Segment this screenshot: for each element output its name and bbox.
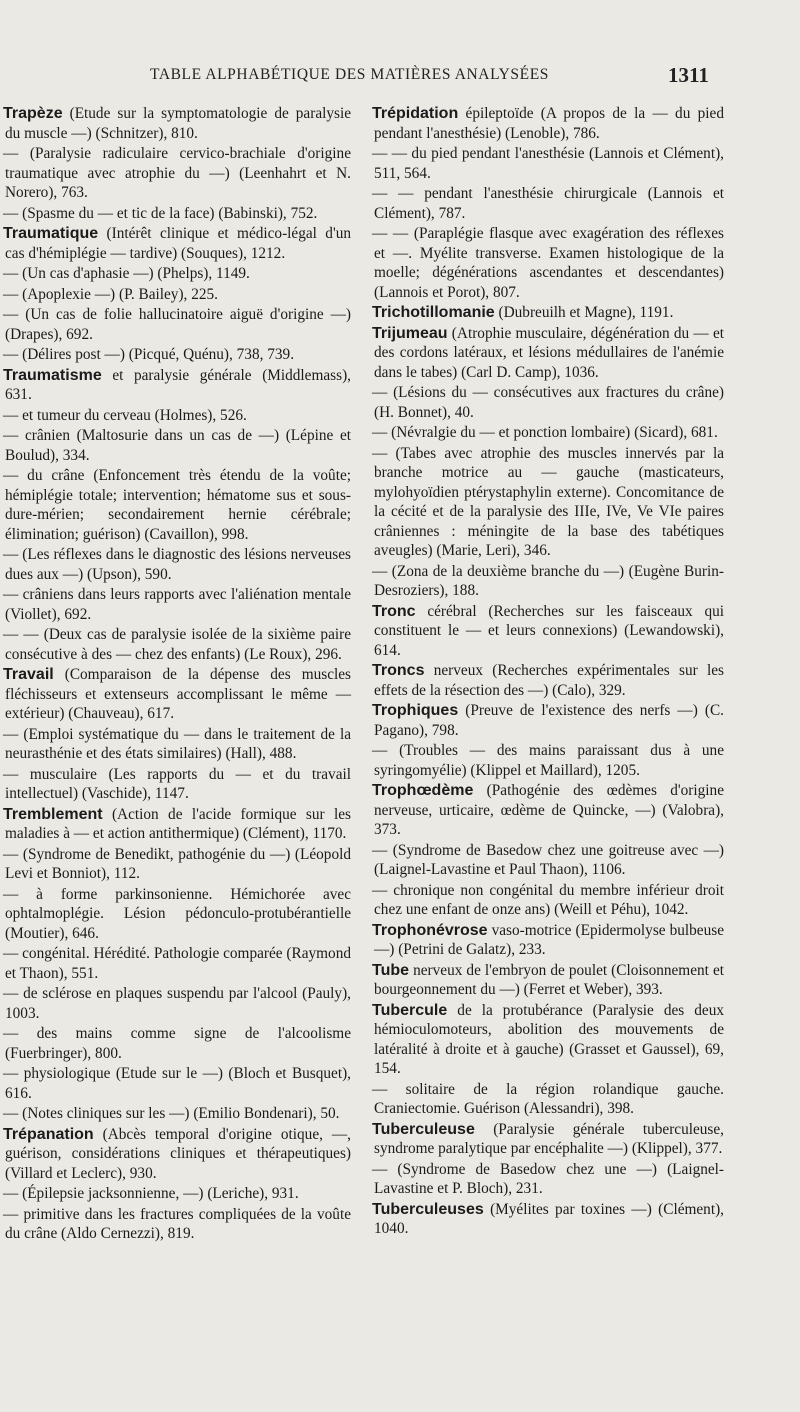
index-entry <box>5 625 351 664</box>
index-entry <box>374 562 724 601</box>
entry-text: — physiologique (Etude sur le —) (Bloch et Busquet), 616. <box>3 1065 351 1102</box>
index-entry <box>5 204 351 224</box>
index-entry <box>374 184 724 223</box>
entry-text: — (Les réflexes dans le diagnostic des lésions nerveuses dues aux —) (Upson), 590. <box>3 546 351 583</box>
index-entry <box>374 781 724 840</box>
entry-text: — (Apoplexie —) (P. Bailey), 225. <box>3 285 218 303</box>
index-entry <box>5 765 351 804</box>
entry-text: — primitive dans les fractures compliquées de la voûte du crâne (Aldo Cernezzi), 819. <box>3 1205 351 1242</box>
entry-text: — (Un cas de folie hallucinatoire aiguë d'origine —) (Drapes), 692. <box>3 306 351 343</box>
index-entry <box>5 1205 351 1244</box>
index-entry <box>374 224 724 302</box>
entry-headword: Tuberculeuse <box>372 1120 475 1138</box>
index-entry <box>5 725 351 764</box>
index-entry <box>374 423 724 443</box>
entry-headword: Trophonévrose <box>372 921 488 939</box>
index-entry <box>5 984 351 1023</box>
entry-headword: Tremblement <box>3 805 103 823</box>
entry-text: — solitaire de la région rolandique gauche. Craniectomie. Guérison (Alessandri), 398. <box>372 1080 724 1117</box>
entry-text: — (Délires post —) (Picqué, Quénu), 738, 739. <box>3 346 295 363</box>
index-entry <box>374 383 724 422</box>
entry-text: épileptoïde (A propos de la — du pied pendant l'anesthésie) (Lenoble), 786. <box>374 105 724 142</box>
entry-text: — (Syndrome de Basedow chez une goitreuse avec —) (Laignel-Lavastine et Paul Thaon), 1106. <box>372 841 724 878</box>
entry-text: (Etude sur la symptomatologie de paralysie du muscle —) (Schnitzer), 810. <box>5 105 351 142</box>
entry-text: (Preuve de l'existence des nerfs —) (C. Pagano), 798. <box>374 702 724 739</box>
entry-text: — et tumeur du cerveau (Holmes), 526. <box>3 406 247 424</box>
entry-text: et paralysie générale (Middlemass), 631. <box>5 366 351 403</box>
index-entry <box>374 1001 724 1079</box>
running-header <box>0 63 800 90</box>
index-entry <box>5 144 351 203</box>
entry-text: — (Emploi systématique du — dans le traitement de la neurasthénie et des états similaires) (Hall), 488. <box>3 725 351 762</box>
entry-text: de la protubérance (Paralysie des deux hémioculomoteurs, abolition des mouvements de latéralité à droite et à gauche) (Grasset et Gaussel), 69, 154. <box>374 1001 724 1077</box>
entry-headword: Trépanation <box>3 1125 94 1143</box>
entry-text: — (Notes cliniques sur les —) (Emilio Bondenari), 50. <box>3 1105 340 1122</box>
entry-text: — du crâne (Enfoncement très étendu de la voûte; hémiplégie totale; intervention; hématome sus et sous-dure-mérien; secondairement hernie cérébrale; élimination; guérison) (Cavaillon), 998. <box>3 467 351 543</box>
index-entry <box>5 224 351 263</box>
entry-text: vaso-motrice (Epidermolyse bulbeuse —) (Petrini de Galatz), 233. <box>374 921 724 958</box>
index-entry <box>5 1125 351 1184</box>
entry-headword: Trophœdème <box>372 782 474 799</box>
entry-text: — (Névralgie du — et ponction lombaire) (Sicard), 681. <box>372 424 718 441</box>
entry-text: — (Épilepsie jacksonnienne, —) (Leriche), 931. <box>3 1185 299 1202</box>
entry-text: (Pathogénie des œdèmes d'origine nerveuse, urticaire, œdème de Quincke, —) (Valobra), 373. <box>374 782 724 838</box>
left-column <box>5 104 351 1245</box>
entry-headword: Travail <box>3 666 54 683</box>
index-entry <box>5 1024 351 1063</box>
index-entry <box>374 1080 724 1119</box>
page-title: TABLE ALPHABÉTIQUE DES MATIÈRES ANALYSÉES <box>150 66 549 83</box>
entry-text: cérébral (Recherches sur les faisceaux qui constituent le — et leurs connexions) (Lewandowski), 614. <box>374 602 724 659</box>
index-entry <box>374 444 724 561</box>
entry-headword: Tubercule <box>372 1001 448 1019</box>
index-entry <box>5 1064 351 1103</box>
entry-text: (Action de l'acide formique sur les maladies à — et action antithermique) (Clément), 1170. <box>5 805 351 842</box>
index-entry <box>374 602 724 661</box>
index-entry <box>374 303 724 323</box>
entry-headword: Tuberculeuses <box>372 1200 484 1218</box>
entry-headword: Traumatisme <box>3 366 102 384</box>
index-entry <box>5 1104 351 1124</box>
index-entry <box>374 921 724 960</box>
entry-text: — chronique non congénital du membre inférieur droit chez une enfant de onze ans) (Weill et Péhu), 1042. <box>372 881 724 918</box>
entry-headword: Troncs <box>372 662 425 679</box>
entry-headword: Trépidation <box>372 105 459 122</box>
entry-text: — congénital. Hérédité. Pathologie comparée (Raymond et Thaon), 551. <box>3 945 351 982</box>
index-entry <box>5 585 351 624</box>
entry-text: — crânien (Maltosurie dans un cas de —) (Lépine et Boulud), 334. <box>3 427 351 464</box>
index-entry <box>5 345 351 365</box>
index-entry <box>5 406 351 426</box>
index-entry <box>374 1200 724 1239</box>
index-entry <box>5 944 351 983</box>
index-entry <box>374 961 724 1000</box>
entry-headword: Trophiques <box>372 702 459 719</box>
index-entry <box>5 285 351 305</box>
index-entry <box>374 881 724 920</box>
entry-text: — des mains comme signe de l'alcoolisme (Fuerbringer), 800. <box>3 1025 351 1062</box>
entry-text: — (Lésions du — consécutives aux fractures du crâne) (H. Bonnet), 40. <box>372 384 724 421</box>
right-column <box>374 104 724 1240</box>
entry-text: (Intérêt clinique et médico-légal d'un cas d'hémiplégie — tardive) (Souques), 1212. <box>5 225 351 262</box>
entry-text: — (Tabes avec atrophie des muscles innervés par la branche motrice au — gauche (masticateurs, mylohyoïdien ptérystaphylin externe). Concomitance de la cécité et de la paralysie des IIIe, IVe, Ve VIe paires crâniennes : méningite de la base des tabétiques aveugles) (Marie, Leri), 346. <box>372 444 724 559</box>
entry-headword: Trichotillomanie <box>372 304 495 321</box>
entry-headword: Tronc <box>372 602 416 620</box>
entry-text: — (Syndrome de Benedikt, pathogénie du —) (Léopold Levi et Bonniot), 112. <box>3 845 351 882</box>
index-entry <box>374 1160 724 1199</box>
entry-text: (Atrophie musculaire, dégénération du — et des cordons latéraux, et lésions médullaires de l'anémie dans le tabes) (Carl D. Camp), 1036. <box>374 324 724 381</box>
index-entry <box>374 741 724 780</box>
entry-text: — (Troubles — des mains paraissant dus à une syringomyélie) (Klippel et Maillard), 1205. <box>372 742 724 779</box>
entry-text: — (Un cas d'aphasie —) (Phelps), 1149. <box>3 265 250 282</box>
index-entry <box>5 305 351 344</box>
entry-text: — de sclérose en plaques suspendu par l'alcool (Pauly), 1003. <box>3 985 351 1022</box>
entry-text: nerveux (Recherches expérimentales sur les effets de la résection des —) (Calo), 329. <box>374 662 724 699</box>
entry-headword: Tube <box>372 961 410 979</box>
index-entry <box>5 264 351 284</box>
entry-text: — (Zona de la deuxième branche du —) (Eugène Burin-Desroziers), 188. <box>372 562 724 599</box>
entry-text: — (Syndrome de Basedow chez une —) (Laignel-Lavastine et P. Bloch), 231. <box>372 1160 724 1197</box>
index-entry <box>374 661 724 700</box>
entry-text: — musculaire (Les rapports du — et du travail intellectuel) (Vaschide), 1147. <box>3 765 351 802</box>
entry-text: nerveux de l'embryon de poulet (Cloisonnement et bourgeonnement du —) (Ferret et Weber), 393. <box>374 961 724 998</box>
entry-text: — — (Deux cas de paralysie isolée de la sixième paire consécutive à des — chez des enfants) (Le Roux), 296. <box>3 626 351 663</box>
index-entry <box>374 841 724 880</box>
entry-headword: Trijumeau <box>372 324 448 342</box>
entry-text: (Paralysie générale tuberculeuse, syndrome paralytique par encéphalite —) (Klippel), 377. <box>374 1120 724 1157</box>
index-entry <box>374 144 724 183</box>
index-entry <box>5 104 351 143</box>
index-entry <box>374 104 724 143</box>
index-entry <box>5 545 351 584</box>
index-entry <box>374 324 724 383</box>
entry-text: — — du pied pendant l'anesthésie (Lannois et Clément), 511, 564. <box>372 145 724 182</box>
entry-headword: Traumatique <box>3 225 99 242</box>
index-entry <box>5 845 351 884</box>
entry-text: — — pendant l'anesthésie chirurgicale (Lannois et Clément), 787. <box>372 185 724 222</box>
index-entry <box>5 665 351 724</box>
index-entry <box>374 701 724 740</box>
entry-headword: Trapèze <box>3 105 63 122</box>
entry-text: — (Spasme du — et tic de la face) (Babinski), 752. <box>3 204 318 222</box>
entry-text: — — (Paraplégie flasque avec exagération des réflexes et —. Myélite transverse. Examen histologique de la moelle; dégénérations ascendantes et descendantes) (Lannois et Porot), 807. <box>372 225 724 301</box>
index-entry <box>5 885 351 944</box>
entry-text: — à forme parkinsonienne. Hémichorée avec ophtalmoplégie. Lésion pédonculo-protubérantielle (Moutier), 646. <box>3 885 351 942</box>
index-entry <box>5 1184 351 1204</box>
entry-text: (Myélites par toxines —) (Clément), 1040. <box>374 1200 724 1237</box>
entry-text: — (Paralysie radiculaire cervico-brachiale d'origine traumatique avec atrophie du —) (Leenhahrt et N. Norero), 763. <box>3 145 351 201</box>
entry-text: (Abcès temporal d'origine otique, —, guérison, considérations cliniques et thérapeutiques) (Villard et Leclerc), 930. <box>5 1125 351 1182</box>
index-entry <box>5 466 351 544</box>
page-number: 1311 <box>668 63 709 87</box>
index-entry <box>374 1120 724 1159</box>
index-entry <box>5 805 351 844</box>
index-entry <box>5 426 351 465</box>
entry-text: — crâniens dans leurs rapports avec l'aliénation mentale (Viollet), 692. <box>3 586 351 623</box>
entry-text: (Dubreuilh et Magne), 1191. <box>494 304 674 321</box>
index-entry <box>5 366 351 405</box>
entry-text: (Comparaison de la dépense des muscles fléchisseurs et extenseurs accomplissant le même — extérieur) (Chauveau), 617. <box>5 666 351 722</box>
